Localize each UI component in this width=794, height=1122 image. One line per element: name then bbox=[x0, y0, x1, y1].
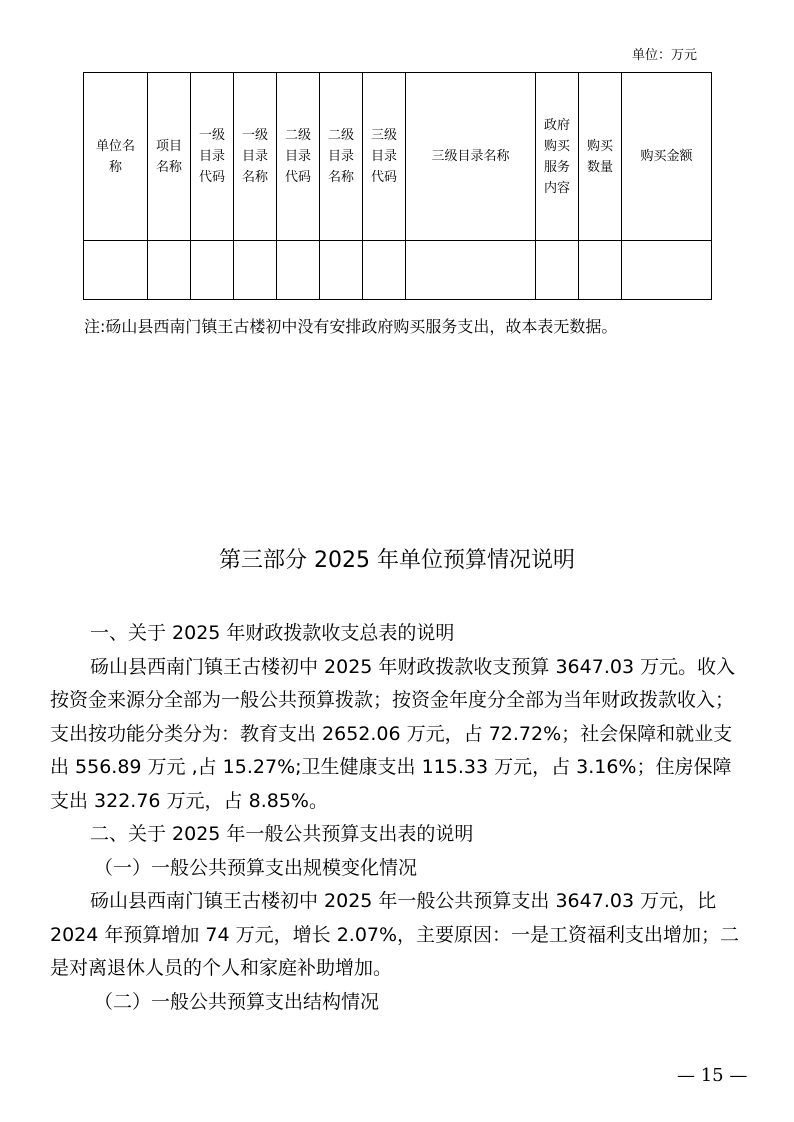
subheading-2: （二）一般公共预算支出结构情况 bbox=[94, 990, 380, 1013]
table-cell bbox=[148, 241, 191, 300]
col-header-l1-code: 一级 目录 代码 bbox=[191, 73, 234, 241]
body-text bbox=[50, 617, 750, 1019]
col-header-l2-code: 二级 目录 代码 bbox=[277, 73, 320, 241]
table-cell bbox=[277, 241, 320, 300]
table-header-row bbox=[84, 73, 712, 241]
col-header-unit-name: 单位名 称 bbox=[84, 73, 148, 241]
paragraph-1: 砀山县西南门镇王古楼初中 2025 年财政拨款收支预算 3647.03 万元。收入按资金来源分全部为一般公共预算拨款；按资金年度分全部为当年财政拨款收入；支出按功能分类分为：教育支出 2652.06 万元，占 72.72%；社会保障和就业支出 556.89 万元 ,占 15.27%;卫生健康支出 115.33 万元，占 3.16%；住房保障支出 322.76 万元，占 8.85%。 bbox=[50, 655, 736, 812]
table-cell bbox=[191, 241, 234, 300]
col-header-service-content: 政府 购买 服务 内容 bbox=[536, 73, 579, 241]
table-cell bbox=[84, 241, 148, 300]
subheading-1: （一）一般公共预算支出规模变化情况 bbox=[94, 856, 418, 879]
heading-2: 二、关于 2025 年一般公共预算支出表的说明 bbox=[90, 823, 474, 845]
table-cell bbox=[363, 241, 406, 300]
col-header-project-name: 项目 名称 bbox=[148, 73, 191, 241]
heading-1: 一、关于 2025 年财政拨款收支总表的说明 bbox=[90, 622, 455, 644]
page-number: — 15 — bbox=[677, 1065, 748, 1086]
table-cell bbox=[536, 241, 579, 300]
table-cell bbox=[234, 241, 277, 300]
table-note: 注:砀山县西南门镇王古楼初中没有安排政府购买服务支出，故本表无数据。 bbox=[84, 317, 618, 336]
col-header-l3-code: 三级 目录 代码 bbox=[363, 73, 406, 241]
unit-label: 单位：万元 bbox=[632, 48, 698, 63]
table-row bbox=[84, 241, 712, 300]
col-header-l3-name: 三级目录名称 bbox=[406, 73, 536, 241]
col-header-l1-name: 一级 目录 名称 bbox=[234, 73, 277, 241]
procurement-table bbox=[83, 72, 712, 300]
table-cell bbox=[622, 241, 712, 300]
table-cell bbox=[320, 241, 363, 300]
col-header-l2-name: 二级 目录 名称 bbox=[320, 73, 363, 241]
table-cell bbox=[579, 241, 622, 300]
paragraph-2: 砀山县西南门镇王古楼初中 2025 年一般公共预算支出 3647.03 万元，比 2024 年预算增加 74 万元，增长 2.07%，主要原因：一是工资福利支出增加；二是对离退休人员的个人和家庭补助增加。 bbox=[50, 890, 740, 979]
section-title: 第三部分 2025 年单位预算情况说明 bbox=[219, 548, 575, 573]
table-cell bbox=[406, 241, 536, 300]
col-header-quantity: 购买 数量 bbox=[579, 73, 622, 241]
col-header-amount: 购买金额 bbox=[622, 73, 712, 241]
